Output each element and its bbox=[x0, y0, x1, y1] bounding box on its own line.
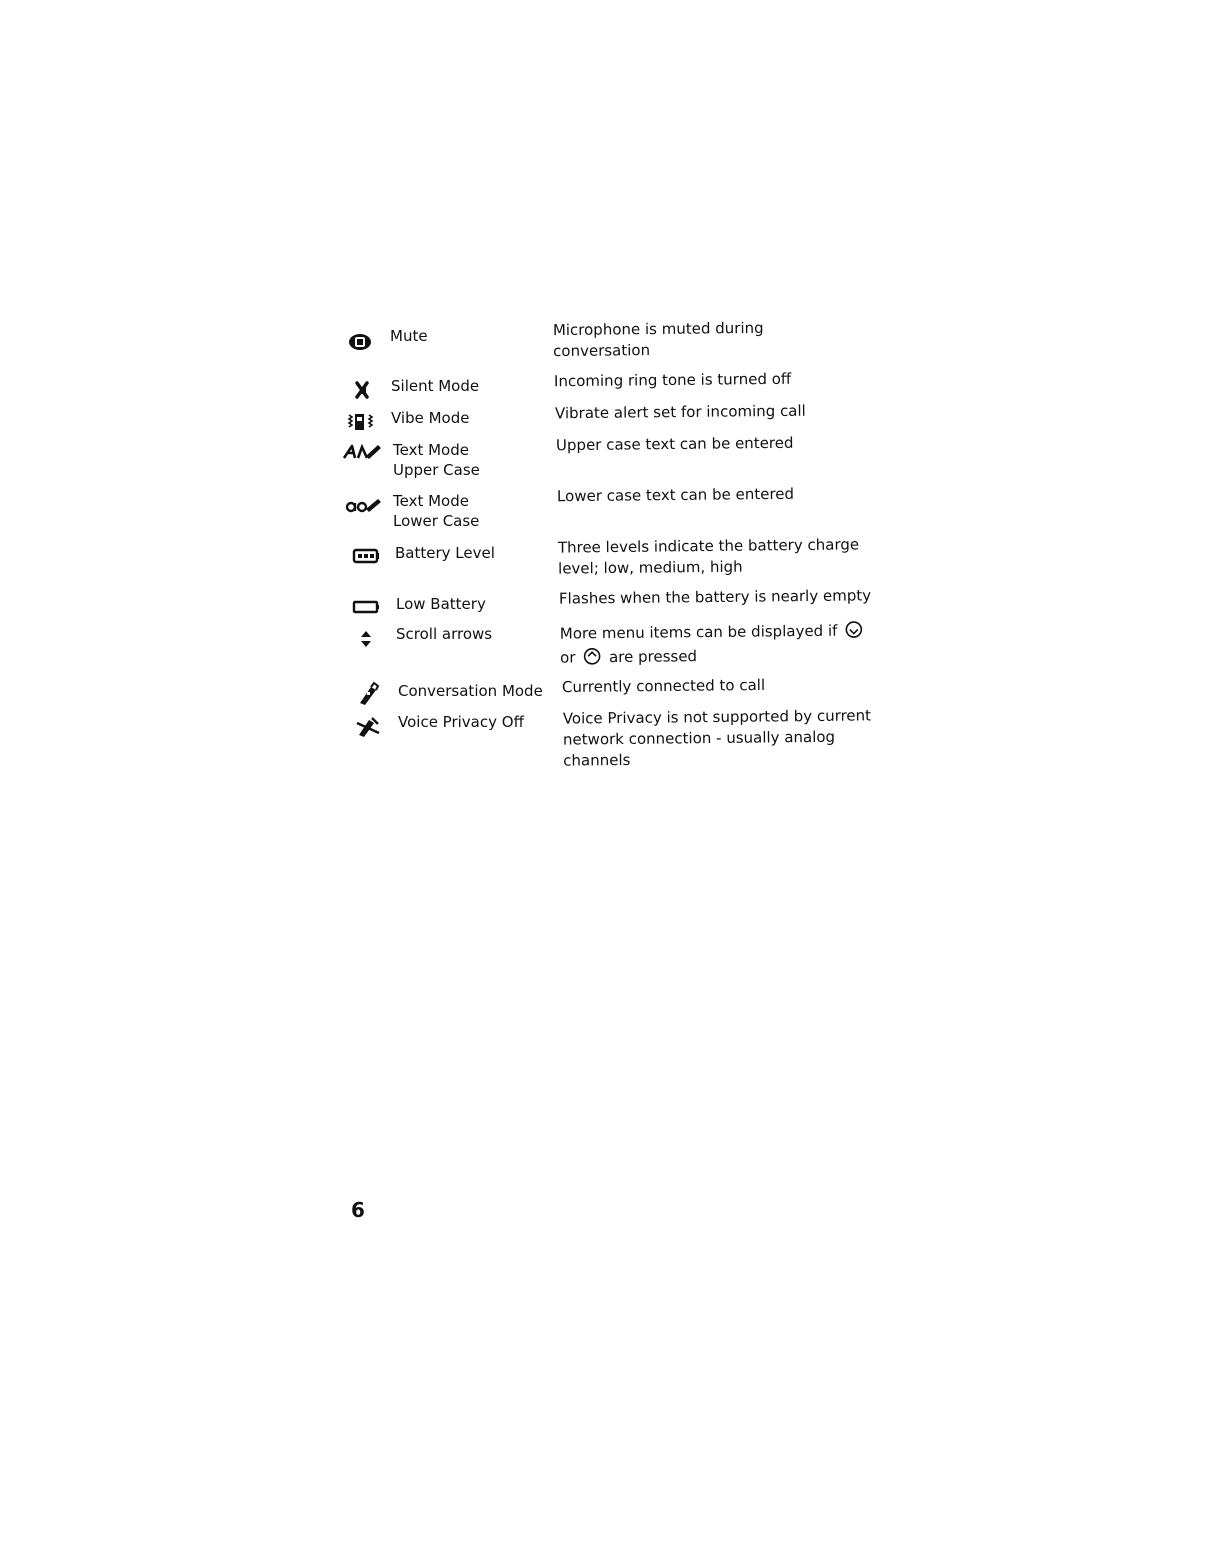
mute-icon bbox=[340, 328, 380, 356]
legend-label bbox=[393, 491, 479, 531]
legend-description bbox=[559, 585, 871, 609]
legend-label: Scroll arrows bbox=[396, 625, 493, 643]
legend-description bbox=[563, 705, 872, 771]
voice-privacy-off-icon bbox=[348, 712, 388, 740]
legend-label: Voice Privacy Off bbox=[398, 713, 524, 731]
description-line: Flashes when the battery is nearly empty bbox=[558, 586, 872, 608]
legend-label: Low Battery bbox=[396, 595, 486, 613]
description-line: Incoming ring tone is turned off bbox=[553, 369, 792, 391]
label-line: Upper Case bbox=[393, 461, 480, 479]
legend-description bbox=[557, 484, 794, 507]
legend-description bbox=[555, 401, 806, 425]
description-text: More menu items can be displayed if bbox=[559, 621, 838, 643]
description-line: Voice Privacy is not supported by current bbox=[562, 706, 872, 728]
scroll-arrows-icon bbox=[346, 625, 386, 653]
legend-description bbox=[558, 534, 860, 579]
silent-mode-icon bbox=[342, 376, 382, 404]
description-line: Lower case text can be entered bbox=[556, 484, 795, 506]
text-mode-upper-icon bbox=[342, 438, 382, 466]
description-line: conversation bbox=[553, 341, 651, 361]
description-line bbox=[560, 620, 867, 647]
scroll-down-key-icon bbox=[844, 620, 864, 644]
label-line: Text Mode bbox=[393, 492, 469, 510]
description-line bbox=[560, 644, 867, 671]
description-line: network connection - usually analog bbox=[562, 727, 836, 749]
description-text: are pressed bbox=[608, 647, 698, 667]
description-line: Microphone is muted during bbox=[552, 318, 764, 340]
legend-label: Vibe Mode bbox=[391, 409, 470, 427]
description-line: Upper case text can be entered bbox=[555, 433, 794, 455]
legend-description bbox=[562, 675, 765, 698]
legend-label bbox=[393, 440, 480, 480]
conversation-mode-icon bbox=[348, 680, 388, 708]
description-line: channels bbox=[563, 750, 631, 770]
legend-label: Silent Mode bbox=[391, 377, 480, 395]
description-line: Three levels indicate the battery charge bbox=[557, 535, 860, 557]
legend-label: Battery Level bbox=[395, 544, 495, 562]
page-number: 6 bbox=[351, 1198, 365, 1222]
description-line: Currently connected to call bbox=[561, 675, 766, 697]
legend-description bbox=[554, 369, 791, 392]
battery-level-icon bbox=[346, 542, 386, 570]
legend-row-scroll-arrows bbox=[340, 622, 880, 682]
legend-description bbox=[560, 620, 867, 671]
description-line: Vibrate alert set for incoming call bbox=[554, 401, 806, 423]
text-mode-lower-icon bbox=[344, 491, 384, 519]
description-line: level; low, medium, high bbox=[558, 557, 743, 578]
legend-description bbox=[556, 433, 794, 456]
vibe-mode-icon bbox=[340, 408, 380, 436]
legend-description bbox=[553, 318, 764, 362]
label-line: Text Mode bbox=[393, 441, 469, 459]
scroll-up-key-icon bbox=[582, 647, 602, 671]
description-text: or bbox=[560, 648, 576, 667]
legend-row-voice-privacy-off bbox=[340, 706, 880, 780]
low-battery-icon bbox=[346, 593, 386, 621]
legend-label: Conversation Mode bbox=[398, 682, 543, 700]
legend-label: Mute bbox=[390, 327, 428, 345]
label-line: Lower Case bbox=[393, 512, 480, 530]
